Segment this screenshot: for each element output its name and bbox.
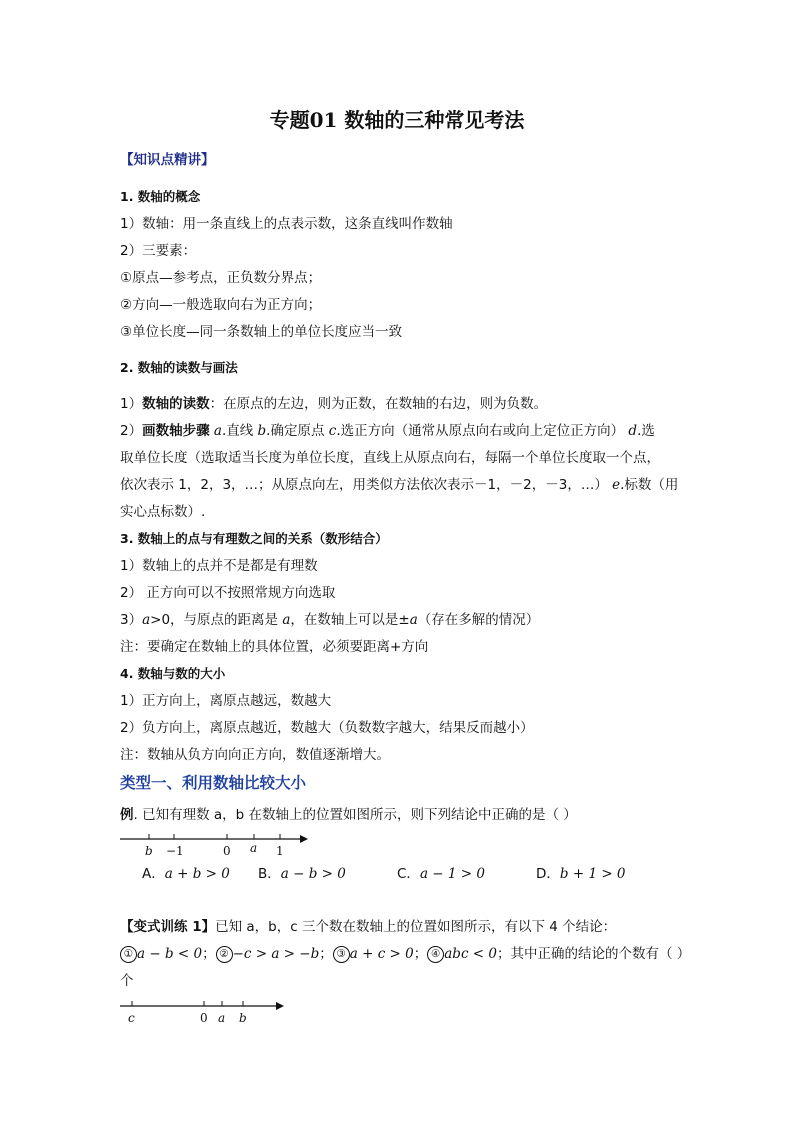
s3-line3 (120, 610, 539, 630)
label-c: c (128, 1011, 135, 1025)
option-a (142, 864, 230, 884)
option-b-letter: B． (258, 866, 281, 882)
s3-l3-t3: （存在多解的情况） (417, 612, 540, 628)
c2-num: ② (216, 946, 233, 963)
label-b: b (145, 844, 153, 858)
s2-heading: 2. 数轴的读数与画法 (120, 360, 238, 375)
example-text: . 已知有理数 a，b 在数轴上的位置如图所示，则下列结论中正确的是（ ） (133, 807, 577, 823)
s2-l2-c: c. (328, 423, 341, 439)
option-b-expr: a − b > 0 (280, 866, 346, 882)
s2-l2-bold: 画数轴步骤 (142, 423, 210, 439)
s3-l3-a: a (142, 612, 151, 628)
s1-item2: ②方向—一般选取向右为正方向； (120, 297, 322, 313)
type1-heading: 类型一、利用数轴比较大小 (120, 774, 307, 792)
s2-l2-t3: 选正方向（通常从原点向右或向上定位正方向） (340, 423, 629, 439)
option-c (397, 864, 485, 884)
s1-line2: 2）三要素： (120, 243, 197, 259)
number-line-example (118, 830, 308, 860)
s1-heading: 1. 数轴的概念 (120, 189, 201, 204)
axis-arrow-icon (276, 1002, 284, 1010)
option-d (536, 864, 626, 884)
s4-line2: 2）负方向上，离原点越近，数越大（负数数字越大，结果反而越小） (120, 720, 534, 736)
label-0: 0 (200, 1011, 208, 1025)
c3-expr: a + c > 0 (349, 946, 414, 962)
s4-line1: 1）正方向上，离原点越远，数越大 (120, 693, 332, 709)
axis-arrow-icon (300, 835, 308, 843)
c2-expr: −c > a > −b (232, 946, 320, 962)
option-a-letter: A． (142, 866, 165, 882)
variant1-text: 已知 a，b，c 三个数在数轴上的位置如图所示，有以下 4 个结论： (215, 919, 617, 935)
s3-l3-prefix: 3） (120, 612, 143, 628)
example-label: 例 (120, 807, 134, 823)
variant1-tail: ；其中正确的结论的个数有（ ） (496, 946, 691, 962)
label-0: 0 (223, 844, 231, 858)
option-c-letter: C． (397, 866, 420, 882)
s2-line2 (120, 421, 655, 441)
c3-num: ③ (333, 946, 350, 963)
number-line-variant (118, 998, 288, 1026)
s2-l1-prefix: 1） (120, 396, 143, 412)
s2-l2-t1: 直线 (226, 423, 258, 439)
s2-line1 (120, 394, 547, 414)
s3-l3-a2: a (282, 612, 291, 628)
s3-l3-t2: ，在数轴上可以是± (290, 612, 410, 628)
label-a: a (218, 1011, 226, 1025)
s2-line5: 实心点标数）. (120, 504, 206, 520)
variant1-label: 【变式训练 1】 (120, 919, 216, 935)
variant1-line1 (120, 917, 616, 937)
label-b: b (239, 1011, 247, 1025)
option-b (258, 864, 346, 884)
s1-line1: 1）数轴：用一条直线上的点表示数，这条直线叫作数轴 (120, 216, 453, 232)
s2-l4-e: e. (612, 477, 625, 493)
s3-l3-a3: a (409, 612, 418, 628)
c4-num: ④ (427, 946, 444, 963)
option-d-expr: b + 1 > 0 (559, 866, 626, 882)
s2-l4-t2: 标数（用 (624, 477, 679, 493)
s4-heading: 4. 数轴与数的大小 (120, 666, 226, 681)
s2-l2-d: d. (628, 423, 642, 439)
s3-l3-t1: >0，与原点的距离是 (150, 612, 283, 628)
label-minus1: −1 (166, 844, 184, 858)
s2-l4-t1: 依次表示 1，2，3，…；从原点向左，用类似方法依次表示－1，－2，－3，…） (120, 477, 613, 493)
example-line (120, 805, 577, 825)
s1-item3: ③单位长度—同一条数轴上的单位长度应当一致 (120, 324, 403, 340)
s2-l1-bold: 数轴的读数 (142, 396, 210, 412)
s4-note: 注：数轴从负方向向正方向，数值逐渐增大。 (120, 747, 390, 763)
s2-line3: 取单位长度（选取适当长度为单位长度，直线上从原点向右，每隔一个单位长度取一个点， (120, 450, 660, 466)
s1-item1: ①原点—参考点，正负数分界点； (120, 270, 322, 286)
s2-l2-a: a. (213, 423, 227, 439)
s3-line1: 1）数轴上的点并不是都是有理数 (120, 558, 318, 574)
s2-l2-prefix: 2） (120, 423, 143, 439)
label-a: a (250, 841, 258, 855)
option-c-expr: a − 1 > 0 (419, 866, 485, 882)
s2-l2-b: b. (257, 423, 271, 439)
c4-expr: abc < 0 (444, 946, 497, 962)
variant1-line2: ① a − b < 0； ② −c > a > −b； ③ a + c > 0； ④ abc < 0；其中正确的结论的个数有（ ） (120, 944, 690, 964)
s2-l2-t2: 确定原点 (270, 423, 329, 439)
variant1-unit: 个 (120, 973, 134, 989)
s3-line2: 2） 正方向可以不按照常规方向选取 (120, 585, 336, 601)
label-1: 1 (276, 844, 284, 858)
s2-l1-rest: ：在原点的左边，则为正数，在数轴的右边，则为负数。 (209, 396, 548, 412)
option-d-letter: D． (536, 866, 560, 882)
c1-expr: a − b < 0 (137, 946, 203, 962)
s2-line4 (120, 475, 678, 495)
c1-num: ① (120, 946, 137, 963)
s3-heading: 3. 数轴上的点与有理数之间的关系（数形结合） (120, 531, 388, 546)
section-header: 【知识点精讲】 (120, 152, 215, 168)
s3-note: 注：要确定在数轴上的具体位置，必须要距离+方向 (120, 639, 429, 655)
option-a-expr: a + b > 0 (164, 866, 230, 882)
s2-l2-t4: 选 (641, 423, 655, 439)
page-title: 专题01 数轴的三种常见考法 (269, 108, 525, 132)
